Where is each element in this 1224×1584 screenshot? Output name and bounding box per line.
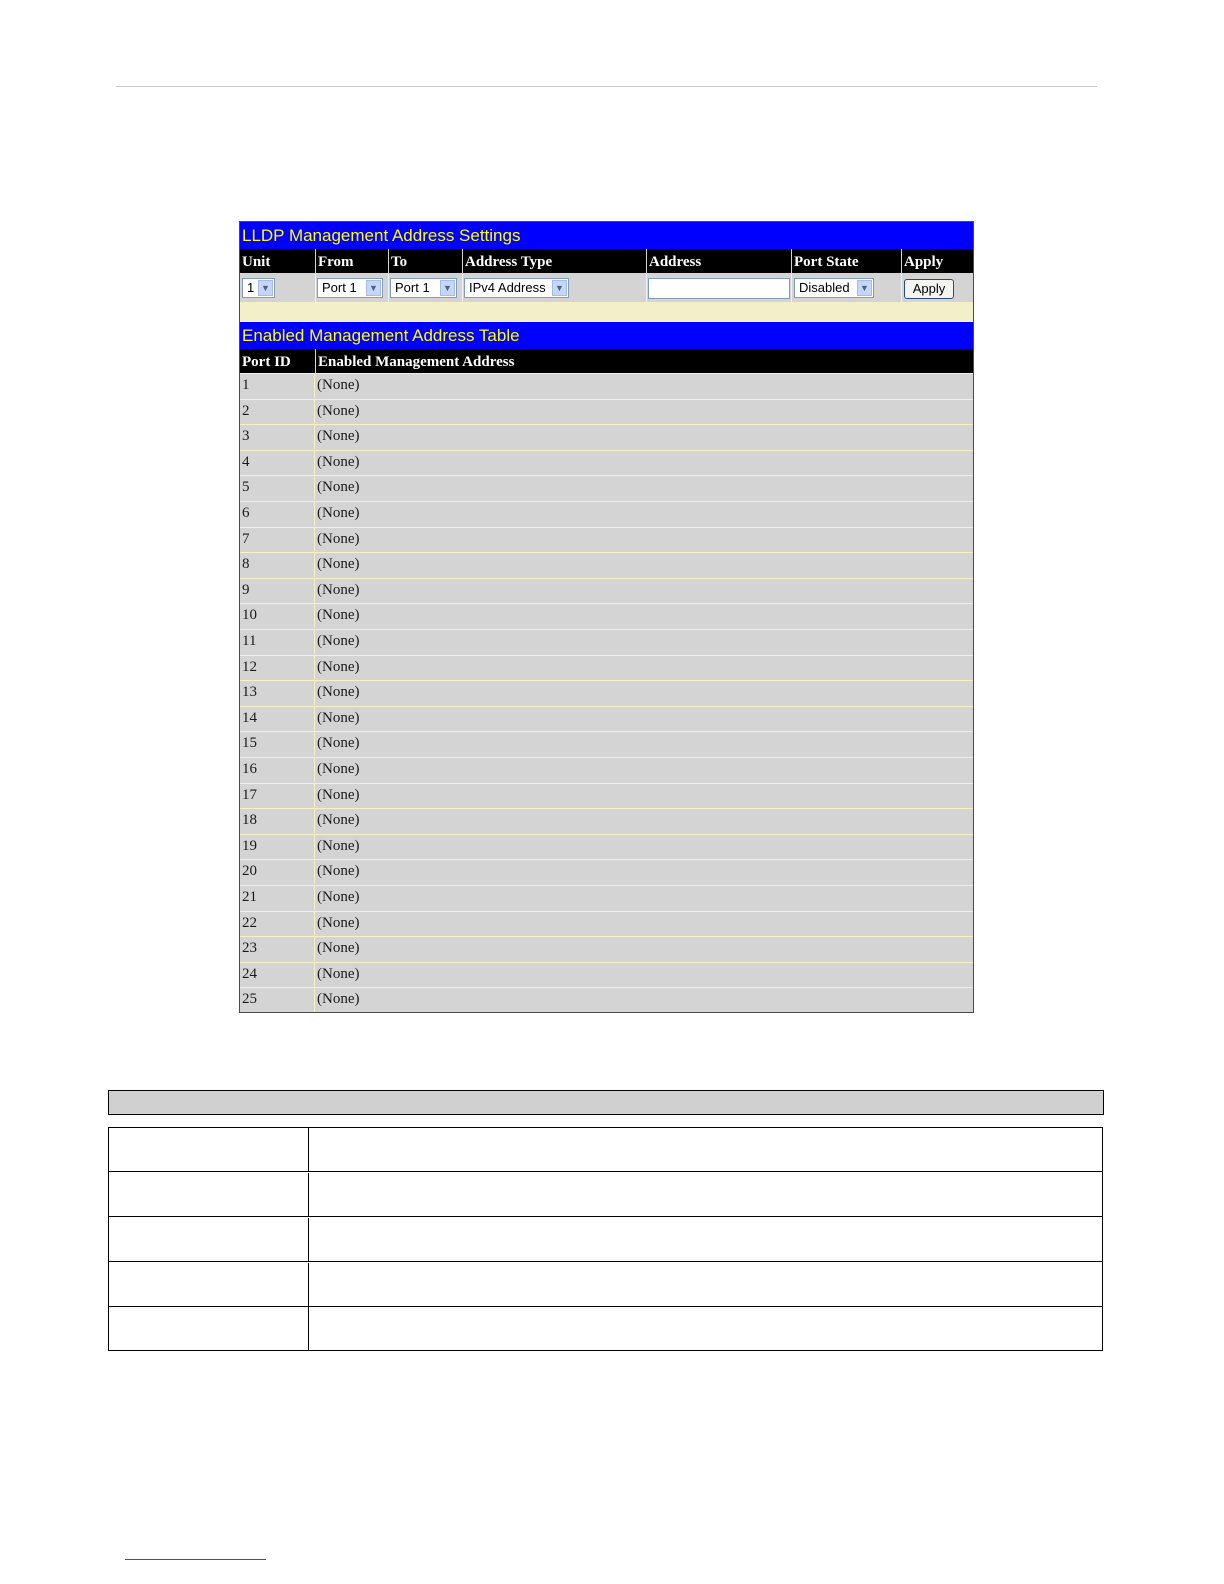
port-state-select[interactable]: [794, 278, 874, 298]
table-row: [240, 885, 973, 910]
management-address-cell: (None): [317, 453, 360, 470]
column-divider: [315, 274, 316, 302]
from-port-select-value: Port 1: [322, 280, 357, 295]
settings-title: LLDP Management Address Settings: [240, 222, 973, 249]
table-row: [240, 655, 973, 680]
table-row: [240, 552, 973, 577]
table-row: [240, 859, 973, 884]
port-id-cell: 5: [242, 479, 250, 496]
table-title: Enabled Management Address Table: [240, 322, 973, 349]
column-divider: [314, 835, 315, 859]
management-address-cell: (None): [317, 556, 360, 573]
description-row: [109, 1307, 1102, 1351]
lldp-management-address-panel: [239, 221, 974, 1013]
port-id-cell: 22: [242, 914, 257, 931]
port-id-cell: 16: [242, 761, 257, 777]
header-address-type: Address Type: [462, 249, 646, 273]
port-id-cell: 14: [242, 709, 257, 726]
address-input[interactable]: [648, 278, 790, 299]
port-id-cell: 18: [242, 812, 257, 829]
port-id-cell: 8: [242, 556, 250, 573]
section-spacer: [240, 302, 973, 322]
column-divider: [314, 502, 315, 526]
port-id-cell: 10: [242, 607, 257, 624]
port-id-cell: 19: [242, 837, 257, 854]
column-divider: [314, 553, 315, 577]
management-address-cell: (None): [317, 965, 360, 982]
column-divider: [314, 860, 315, 884]
header-to: To: [388, 249, 462, 273]
column-divider: [314, 707, 315, 731]
table-row: [240, 757, 973, 782]
management-address-cell: (None): [317, 863, 360, 880]
header-enabled-management-address: Enabled Management Address: [315, 349, 973, 373]
column-divider: [314, 425, 315, 449]
description-row: [109, 1263, 1102, 1307]
management-address-cell: (None): [317, 786, 360, 803]
header-unit: Unit: [242, 254, 271, 270]
column-divider: [901, 274, 902, 302]
port-id-cell: 17: [242, 786, 257, 803]
column-divider: [646, 274, 647, 302]
column-divider: [314, 451, 315, 475]
column-divider: [314, 988, 315, 1012]
chevron-down-icon: ▼: [366, 280, 381, 296]
management-address-cell: (None): [317, 889, 360, 905]
column-divider: [314, 784, 315, 808]
table-row: [240, 680, 973, 705]
table-row: [240, 731, 973, 756]
header-port-id: Port ID: [242, 354, 291, 370]
column-divider: [314, 476, 315, 500]
column-divider: [314, 758, 315, 782]
port-id-cell: 15: [242, 735, 257, 752]
header-port-state: Port State: [791, 249, 901, 273]
chevron-down-icon: ▼: [552, 280, 567, 296]
description-table-header: [108, 1090, 1104, 1115]
port-state-select-value: Disabled: [799, 280, 850, 295]
to-port-select-value: Port 1: [395, 280, 430, 295]
management-address-cell: (None): [317, 428, 360, 445]
column-divider: [462, 274, 463, 302]
port-id-cell: 9: [242, 581, 250, 598]
management-address-cell: (None): [317, 812, 360, 829]
table-row: [240, 706, 973, 731]
table-header-row: [240, 349, 973, 373]
management-address-cell: (None): [317, 735, 360, 752]
port-id-cell: 23: [242, 940, 257, 957]
port-id-cell: 4: [242, 453, 250, 470]
top-rule: [116, 86, 1097, 87]
address-type-select[interactable]: [464, 278, 569, 298]
management-address-cell: (None): [317, 658, 360, 675]
table-row: [240, 834, 973, 859]
column-divider: [314, 809, 315, 833]
table-row: [240, 603, 973, 628]
management-address-cell: (None): [317, 914, 360, 931]
settings-control-row: [240, 274, 973, 302]
management-address-cell: (None): [317, 837, 360, 854]
column-divider: [314, 630, 315, 654]
column-divider: [314, 937, 315, 961]
column-divider: [314, 374, 315, 398]
table-row: [240, 527, 973, 552]
table-row: [240, 475, 973, 500]
column-divider: [314, 579, 315, 603]
column-divider: [388, 274, 389, 302]
from-port-select[interactable]: [317, 278, 383, 298]
table-row: [240, 808, 973, 833]
column-divider: [314, 400, 315, 424]
column-divider: [314, 681, 315, 705]
management-address-cell: (None): [317, 940, 360, 957]
management-address-cell: (None): [317, 684, 360, 701]
settings-header-row: [240, 249, 973, 273]
port-id-cell: 12: [242, 658, 257, 675]
column-divider: [314, 528, 315, 552]
table-row: [240, 373, 973, 398]
port-id-cell: 25: [242, 991, 257, 1008]
table-row: [240, 578, 973, 603]
description-row: [109, 1173, 1102, 1217]
port-id-cell: 2: [242, 402, 250, 419]
port-id-cell: 3: [242, 428, 250, 445]
port-id-cell: 20: [242, 863, 257, 880]
port-id-cell: 7: [242, 530, 250, 547]
port-id-cell: 24: [242, 965, 257, 982]
chevron-down-icon: ▼: [258, 280, 273, 296]
column-divider: [314, 886, 315, 910]
port-id-cell: 1: [242, 377, 250, 393]
management-address-cell: (None): [317, 377, 360, 393]
header-apply: Apply: [901, 249, 973, 273]
column-divider: [314, 656, 315, 680]
table-row: [240, 629, 973, 654]
table-row: [240, 424, 973, 449]
header-address: Address: [646, 249, 791, 273]
column-divider: [791, 274, 792, 302]
table-row: [240, 911, 973, 936]
table-row: [240, 501, 973, 526]
management-address-cell: (None): [317, 633, 360, 649]
management-address-cell: (None): [317, 991, 360, 1008]
apply-button[interactable]: Apply: [904, 279, 954, 299]
column-divider: [314, 912, 315, 936]
unit-select-value: 1: [247, 280, 255, 295]
management-address-cell: (None): [317, 607, 360, 624]
management-address-cell: (None): [317, 402, 360, 419]
chevron-down-icon: ▼: [857, 280, 872, 296]
address-type-select-value: IPv4 Address: [469, 280, 546, 295]
chevron-down-icon: ▼: [440, 280, 455, 296]
footer-link-underline: [125, 1559, 266, 1560]
management-address-cell: (None): [317, 761, 360, 777]
table-row: [240, 450, 973, 475]
column-divider: [314, 732, 315, 756]
table-row: [240, 987, 973, 1012]
table-row: [240, 399, 973, 424]
header-from: From: [315, 249, 388, 273]
port-id-cell: 13: [242, 684, 257, 701]
unit-select[interactable]: [242, 278, 275, 298]
management-address-cell: (None): [317, 581, 360, 598]
to-port-select[interactable]: [390, 278, 457, 298]
description-row: [109, 1218, 1102, 1262]
management-address-cell: (None): [317, 709, 360, 726]
port-id-cell: 21: [242, 889, 257, 905]
table-row: [240, 962, 973, 987]
table-row: [240, 783, 973, 808]
description-row: [109, 1128, 1102, 1172]
table-row: [240, 936, 973, 961]
management-address-cell: (None): [317, 530, 360, 547]
management-address-cell: (None): [317, 479, 360, 496]
port-id-cell: 6: [242, 505, 250, 521]
description-table: [108, 1127, 1103, 1351]
management-address-cell: (None): [317, 505, 360, 521]
column-divider: [314, 963, 315, 987]
port-id-cell: 11: [242, 633, 257, 649]
column-divider: [314, 604, 315, 628]
